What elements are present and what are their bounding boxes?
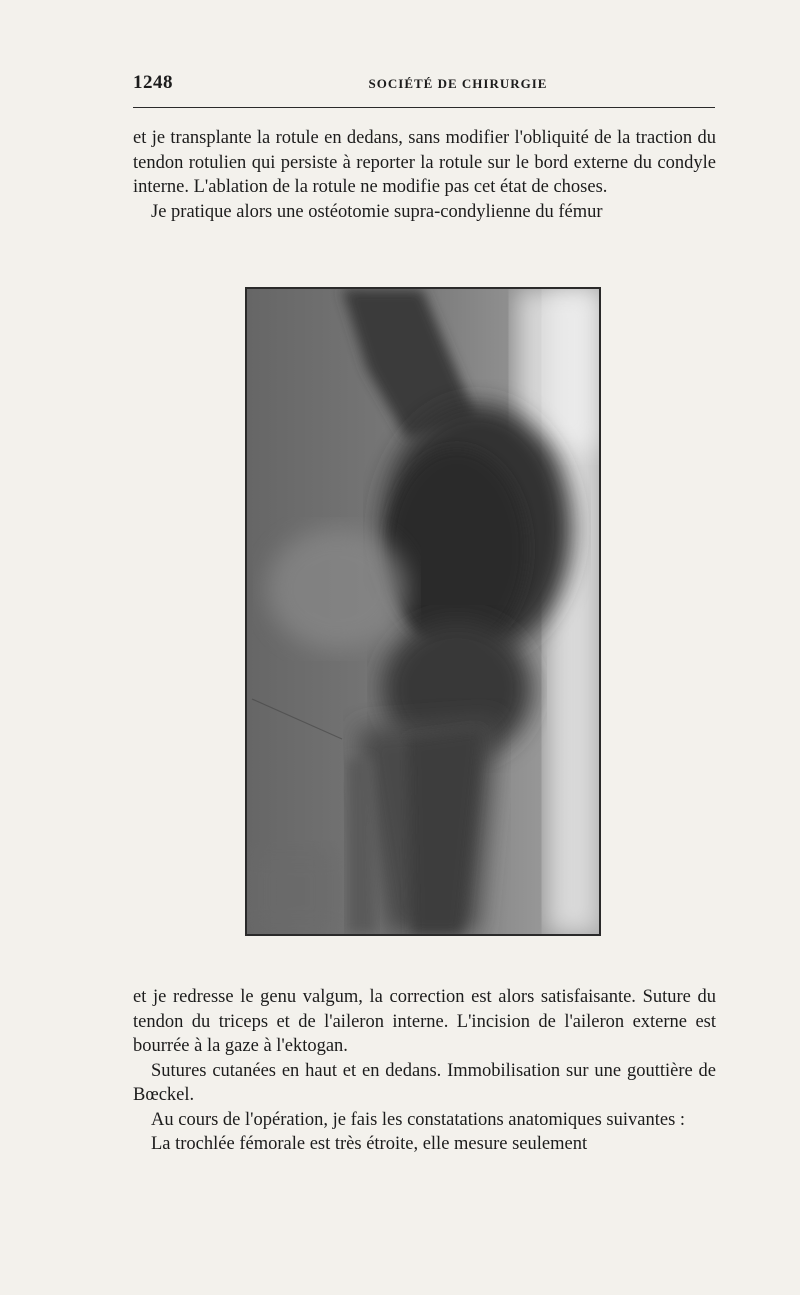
journal-title: SOCIÉTÉ DE CHIRURGIE xyxy=(368,76,548,91)
header-rule xyxy=(133,107,715,108)
body-text-top xyxy=(133,126,716,224)
page-number: 1248 xyxy=(133,72,173,93)
paragraph: et je redresse le genu valgum, la correction est alors satisfaisante. Suture du tendon du triceps et de l'aileron interne. L'incision de l'aileron externe est bourrée à la gaze à l'ektogan. xyxy=(133,987,716,1056)
paragraph: Sutures cutanées en haut et en dedans. Immobilisation sur une gouttière de Bœckel. xyxy=(133,1060,716,1105)
paragraph: Je pratique alors une ostéotomie supra-condylienne du fémur xyxy=(151,201,603,222)
body-text-bottom xyxy=(133,985,716,1157)
paragraph: La trochlée fémorale est très étroite, elle mesure seulement xyxy=(151,1134,588,1154)
paragraph: Au cours de l'opération, je fais les constatations anatomiques suivantes : xyxy=(151,1109,686,1130)
xray-figure xyxy=(245,287,601,936)
knee-radiograph-image xyxy=(247,289,599,934)
running-head xyxy=(133,72,715,98)
paragraph: et je transplante la rotule en dedans, sans modifier l'obliquité de la traction du tendon rotulien qui persiste à reporter la rotule sur le bord externe du condyle interne. L'ablation de la rotule ne modifie pas cet état de choses. xyxy=(133,128,716,197)
